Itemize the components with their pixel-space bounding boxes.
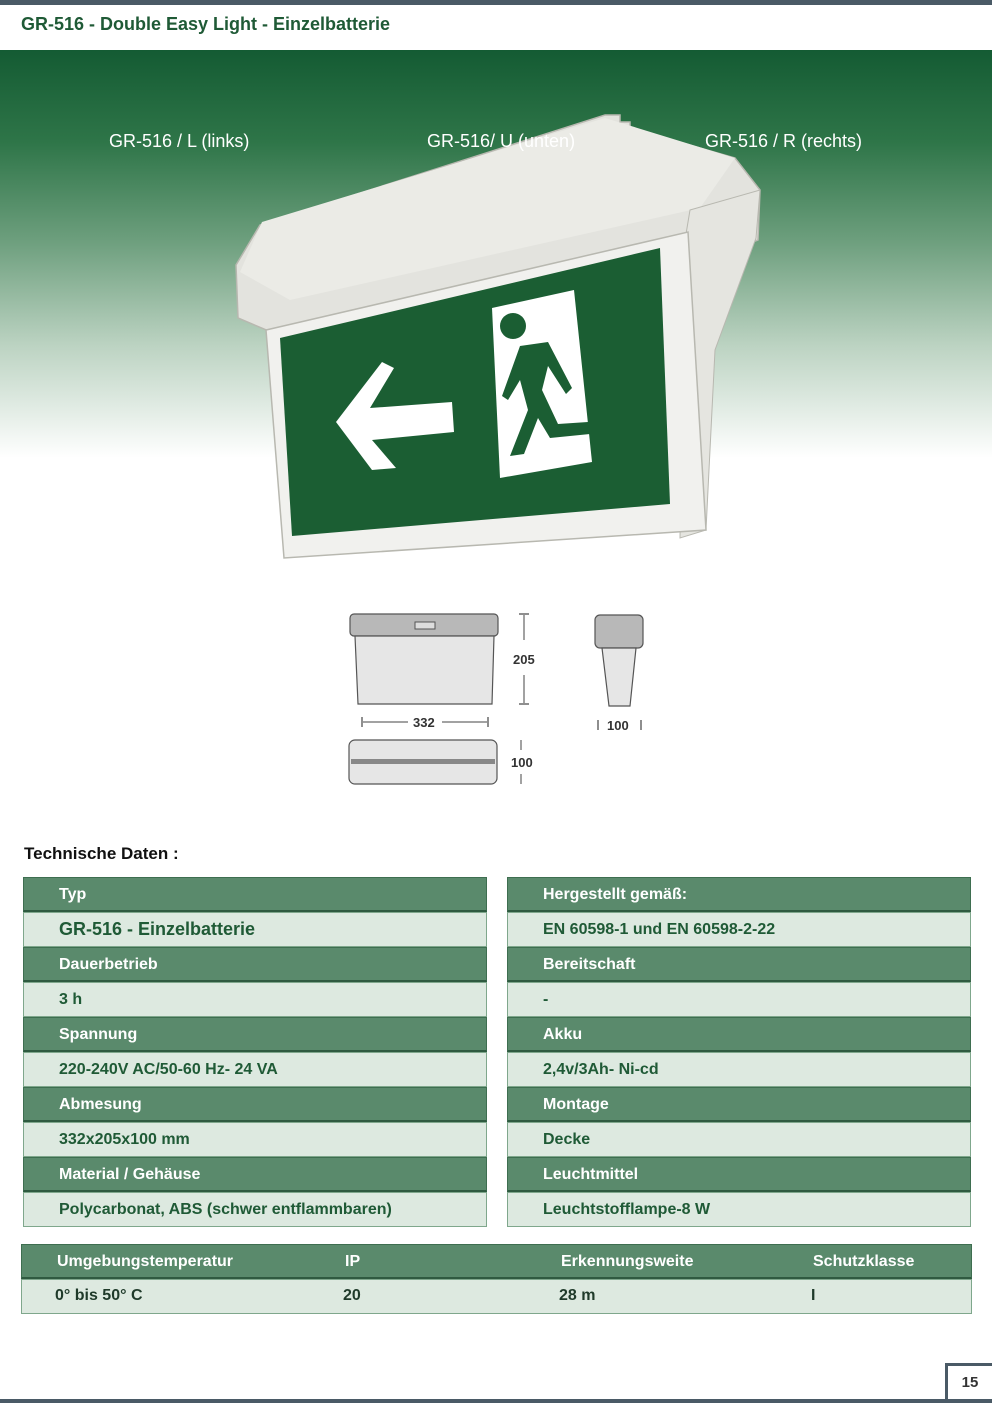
right-value-standby: -	[507, 982, 971, 1017]
header-temperature: Umgebungstemperatur	[57, 1253, 234, 1270]
bottom-table-header	[21, 1244, 972, 1279]
value-protection-class: I	[811, 1287, 816, 1304]
section-title: Technische Daten :	[24, 844, 179, 863]
left-value-material: Polycarbonat, ABS (schwer entflammbaren)	[23, 1192, 487, 1227]
bottom-rule	[0, 1399, 992, 1403]
left-label-dimensions: Abmesung	[23, 1087, 487, 1122]
left-label-type: Typ	[23, 877, 487, 912]
right-value-lamp: Leuchtstofflampe-8 W	[507, 1192, 971, 1227]
dim-width: 332	[413, 715, 435, 730]
header-visibility: Erkennungsweite	[561, 1253, 694, 1270]
left-value-voltage: 220-240V AC/50-60 Hz- 24 VA	[23, 1052, 487, 1087]
right-label-mounting: Montage	[507, 1087, 971, 1122]
right-value-battery: 2,4v/3Ah- Ni-cd	[507, 1052, 971, 1087]
variant-left: GR-516 / L (links)	[109, 131, 250, 151]
right-value-standard: EN 60598-1 und EN 60598-2-22	[507, 912, 971, 947]
left-label-voltage: Spannung	[23, 1017, 487, 1052]
bottom-table-values	[21, 1279, 972, 1314]
left-value-type: GR-516 - Einzelbatterie	[23, 912, 487, 947]
dimension-drawing	[330, 600, 670, 800]
dim-height: 205	[513, 652, 535, 667]
right-label-battery: Akku	[507, 1017, 971, 1052]
left-label-material: Material / Gehäuse	[23, 1157, 487, 1192]
exit-sign-image	[0, 50, 992, 560]
variant-bottom: GR-516/ U (unten)	[427, 131, 576, 151]
value-ip: 20	[343, 1287, 361, 1304]
header-protection-class: Schutzklasse	[813, 1253, 915, 1270]
value-temperature: 0° bis 50° C	[55, 1287, 143, 1304]
variant-right: GR-516 / R (rechts)	[705, 131, 863, 151]
page-number: 15	[945, 1363, 992, 1399]
right-label-standard: Hergestellt gemäß:	[507, 877, 971, 912]
right-value-mounting: Decke	[507, 1122, 971, 1157]
top-rule	[0, 0, 992, 5]
product-hero	[0, 50, 992, 560]
page-title: GR-516 - Double Easy Light - Einzelbatterie	[21, 14, 391, 34]
right-label-standby: Bereitschaft	[507, 947, 971, 982]
dim-depth-side: 100	[607, 718, 629, 733]
value-visibility: 28 m	[559, 1287, 596, 1304]
header-ip: IP	[345, 1253, 361, 1270]
left-value-dimensions: 332x205x100 mm	[23, 1122, 487, 1157]
right-label-lamp: Leuchtmittel	[507, 1157, 971, 1192]
left-label-operation: Dauerbetrieb	[23, 947, 487, 982]
left-value-operation: 3 h	[23, 982, 487, 1017]
dim-depth-front: 100	[511, 755, 533, 770]
